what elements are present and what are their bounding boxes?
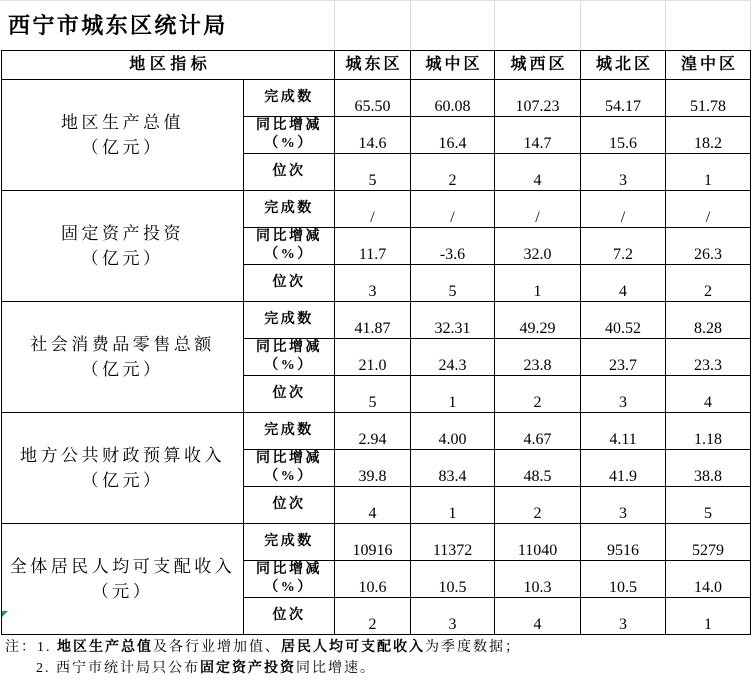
- gdp-completed-chengdong: 65.50: [335, 80, 411, 117]
- disposable-income-rank-chengbei: 3: [581, 598, 666, 635]
- note-1-suffix: 为季度数据；: [425, 640, 521, 655]
- fixed-investment-yoy-chengbei: 7.2: [581, 228, 666, 265]
- gdp-yoy-chengbei: 15.6: [581, 117, 666, 154]
- gridline: [750, 1, 751, 51]
- fiscal-revenue-indicator-cell: [2, 413, 244, 524]
- retail-sales-rank-chengdong: 5: [335, 376, 411, 413]
- fixed-investment-rank-huangzhong: 2: [666, 265, 751, 302]
- gdp-completed-chengzhong: 60.08: [411, 80, 495, 117]
- retail-sales-completed-label: 完成数: [244, 302, 335, 339]
- gdp-yoy-chengzhong: 16.4: [411, 117, 495, 154]
- fixed-investment-completed-chengdong: /: [335, 191, 411, 228]
- retail-sales-indicator-name: 社会消费品零售总额: [30, 335, 215, 354]
- disposable-income-completed-row: [2, 524, 751, 561]
- fiscal-revenue-completed-row: [2, 413, 751, 450]
- gdp-indicator-name: 地区生产总值: [61, 113, 184, 132]
- fixed-investment-completed-row: [2, 191, 751, 228]
- gdp-yoy-label-cell: [244, 117, 335, 154]
- fiscal-revenue-yoy-chengdong: 39.8: [335, 450, 411, 487]
- fixed-investment-completed-chengbei: /: [581, 191, 666, 228]
- retail-sales-completed-chengbei: 40.52: [581, 302, 666, 339]
- district-header-chengdong: 城东区: [335, 51, 411, 80]
- gdp-yoy-label: 同比增减: [256, 118, 322, 133]
- fixed-investment-yoy-huangzhong: 26.3: [666, 228, 751, 265]
- retail-sales-yoy-unit: （%）: [264, 358, 314, 373]
- fiscal-revenue-yoy-chengbei: 41.9: [581, 450, 666, 487]
- disposable-income-completed-label: 完成数: [244, 524, 335, 561]
- disposable-income-yoy-chengxi: 10.3: [495, 561, 581, 598]
- fiscal-revenue-rank-huangzhong: 5: [666, 487, 751, 524]
- fixed-investment-indicator-cell: [2, 191, 244, 302]
- fixed-investment-indicator-unit: （亿元）: [81, 249, 164, 268]
- fiscal-revenue-completed-chengxi: 4.67: [495, 413, 581, 450]
- fiscal-revenue-completed-huangzhong: 1.18: [666, 413, 751, 450]
- statistics-table: [1, 50, 751, 635]
- disposable-income-yoy-label: 同比增减: [256, 562, 322, 577]
- gridline: [580, 1, 581, 51]
- retail-sales-completed-chengzhong: 32.31: [411, 302, 495, 339]
- disposable-income-indicator-name: 全体居民人均可支配收入: [9, 557, 236, 576]
- retail-sales-yoy-huangzhong: 23.3: [666, 339, 751, 376]
- fiscal-revenue-rank-label: 位次: [244, 487, 335, 524]
- disposable-income-yoy-chengzhong: 10.5: [411, 561, 495, 598]
- fixed-investment-indicator-name: 固定资产投资: [61, 224, 184, 243]
- fiscal-revenue-completed-label: 完成数: [244, 413, 335, 450]
- retail-sales-rank-chengzhong: 1: [411, 376, 495, 413]
- note-1-text: 及各行业增加值、: [153, 640, 281, 655]
- retail-sales-rank-huangzhong: 4: [666, 376, 751, 413]
- retail-sales-yoy-label-cell: [244, 339, 335, 376]
- disposable-income-yoy-label-cell: [244, 561, 335, 598]
- gridline: [334, 1, 335, 51]
- fiscal-revenue-yoy-unit: （%）: [264, 469, 314, 484]
- gdp-rank-chengdong: 5: [335, 154, 411, 191]
- disposable-income-rank-chengxi: 4: [495, 598, 581, 635]
- disposable-income-completed-chengxi: 11040: [495, 524, 581, 561]
- fixed-investment-yoy-chengzhong: -3.6: [411, 228, 495, 265]
- note-1-bold-gdp: 地区生产总值: [57, 640, 153, 655]
- district-header-chengzhong: 城中区: [411, 51, 495, 80]
- note-1-bold-income: 居民人均可支配收入: [281, 640, 425, 655]
- disposable-income-rank-chengdong: 2: [335, 598, 411, 635]
- fixed-investment-completed-chengzhong: /: [411, 191, 495, 228]
- fixed-investment-rank-chengbei: 4: [581, 265, 666, 302]
- note-1-prefix: 注：1.: [5, 640, 57, 655]
- fiscal-revenue-rank-chengxi: 2: [495, 487, 581, 524]
- disposable-income-yoy-huangzhong: 14.0: [666, 561, 751, 598]
- fiscal-revenue-yoy-label: 同比增减: [256, 451, 322, 466]
- retail-sales-yoy-label: 同比增减: [256, 340, 322, 355]
- gdp-indicator-unit: （亿元）: [81, 138, 164, 157]
- disposable-income-completed-chengbei: 9516: [581, 524, 666, 561]
- gdp-completed-row: [2, 80, 751, 117]
- retail-sales-yoy-chengbei: 23.7: [581, 339, 666, 376]
- fiscal-revenue-yoy-label-cell: [244, 450, 335, 487]
- fiscal-revenue-yoy-chengzhong: 83.4: [411, 450, 495, 487]
- disposable-income-yoy-chengbei: 10.5: [581, 561, 666, 598]
- disposable-income-completed-chengzhong: 11372: [411, 524, 495, 561]
- gridline: [494, 1, 495, 51]
- fiscal-revenue-rank-chengbei: 3: [581, 487, 666, 524]
- title-row: [0, 0, 751, 50]
- gdp-completed-label: 完成数: [244, 80, 335, 117]
- fixed-investment-completed-chengxi: /: [495, 191, 581, 228]
- disposable-income-indicator-unit: （元）: [91, 582, 154, 601]
- fiscal-revenue-indicator-unit: （亿元）: [81, 471, 164, 490]
- fixed-investment-yoy-unit: （%）: [264, 247, 314, 262]
- disposable-income-yoy-chengdong: 10.6: [335, 561, 411, 598]
- note-2: [36, 659, 376, 679]
- gdp-yoy-chengdong: 14.6: [335, 117, 411, 154]
- district-header-chengxi: 城西区: [495, 51, 581, 80]
- page-title: 西宁市城东区统计局: [8, 13, 228, 38]
- header-row: [2, 51, 751, 80]
- disposable-income-rank-label: 位次: [244, 598, 335, 635]
- disposable-income-rank-chengzhong: 3: [411, 598, 495, 635]
- gdp-yoy-huangzhong: 18.2: [666, 117, 751, 154]
- gdp-rank-label: 位次: [244, 154, 335, 191]
- fiscal-revenue-rank-chengdong: 4: [335, 487, 411, 524]
- gdp-completed-huangzhong: 51.78: [666, 80, 751, 117]
- fixed-investment-yoy-label-cell: [244, 228, 335, 265]
- disposable-income-indicator-cell: [2, 524, 244, 635]
- gdp-rank-huangzhong: 1: [666, 154, 751, 191]
- fiscal-revenue-indicator-name: 地方公共财政预算收入: [20, 446, 225, 465]
- retail-sales-completed-huangzhong: 8.28: [666, 302, 751, 339]
- fiscal-revenue-completed-chengzhong: 4.00: [411, 413, 495, 450]
- gridline: [410, 1, 411, 51]
- fixed-investment-rank-chengxi: 1: [495, 265, 581, 302]
- retail-sales-completed-chengxi: 49.29: [495, 302, 581, 339]
- disposable-income-completed-huangzhong: 5279: [666, 524, 751, 561]
- fixed-investment-yoy-chengxi: 32.0: [495, 228, 581, 265]
- fixed-investment-completed-huangzhong: /: [666, 191, 751, 228]
- green-triangle-icon: [2, 611, 8, 617]
- retail-sales-yoy-chengzhong: 24.3: [411, 339, 495, 376]
- district-header-chengbei: 城北区: [581, 51, 666, 80]
- retail-sales-completed-chengdong: 41.87: [335, 302, 411, 339]
- note-2-prefix: 2. 西宁市统计局只公布: [36, 661, 200, 676]
- note-2-suffix: 同比增速。: [296, 661, 376, 676]
- gdp-rank-chengbei: 3: [581, 154, 666, 191]
- fixed-investment-rank-label: 位次: [244, 265, 335, 302]
- fixed-investment-rank-chengzhong: 5: [411, 265, 495, 302]
- fiscal-revenue-yoy-huangzhong: 38.8: [666, 450, 751, 487]
- gdp-yoy-chengxi: 14.7: [495, 117, 581, 154]
- retail-sales-yoy-chengdong: 21.0: [335, 339, 411, 376]
- fiscal-revenue-completed-chengdong: 2.94: [335, 413, 411, 450]
- retail-sales-completed-row: [2, 302, 751, 339]
- note-2-bold-investment: 固定资产投资: [200, 661, 296, 676]
- retail-sales-indicator-cell: [2, 302, 244, 413]
- retail-sales-yoy-chengxi: 23.8: [495, 339, 581, 376]
- gdp-indicator-cell: [2, 80, 244, 191]
- gridline: [665, 1, 666, 51]
- fixed-investment-yoy-chengdong: 11.7: [335, 228, 411, 265]
- disposable-income-rank-huangzhong: 1: [666, 598, 751, 635]
- gdp-rank-chengzhong: 2: [411, 154, 495, 191]
- disposable-income-completed-chengdong: 10916: [335, 524, 411, 561]
- note-1: [5, 638, 521, 658]
- fixed-investment-rank-chengdong: 3: [335, 265, 411, 302]
- fiscal-revenue-yoy-chengxi: 48.5: [495, 450, 581, 487]
- fixed-investment-completed-label: 完成数: [244, 191, 335, 228]
- retail-sales-rank-label: 位次: [244, 376, 335, 413]
- district-header-huangzhong: 湟中区: [666, 51, 751, 80]
- gdp-completed-chengxi: 107.23: [495, 80, 581, 117]
- gdp-completed-chengbei: 54.17: [581, 80, 666, 117]
- gdp-rank-chengxi: 4: [495, 154, 581, 191]
- fiscal-revenue-rank-chengzhong: 1: [411, 487, 495, 524]
- indicator-header: 地区指标: [2, 51, 335, 80]
- gdp-yoy-unit: （%）: [264, 136, 314, 151]
- retail-sales-rank-chengxi: 2: [495, 376, 581, 413]
- fiscal-revenue-completed-chengbei: 4.11: [581, 413, 666, 450]
- retail-sales-rank-chengbei: 3: [581, 376, 666, 413]
- fixed-investment-yoy-label: 同比增减: [256, 229, 322, 244]
- retail-sales-indicator-unit: （亿元）: [81, 360, 164, 379]
- disposable-income-yoy-unit: （%）: [264, 580, 314, 595]
